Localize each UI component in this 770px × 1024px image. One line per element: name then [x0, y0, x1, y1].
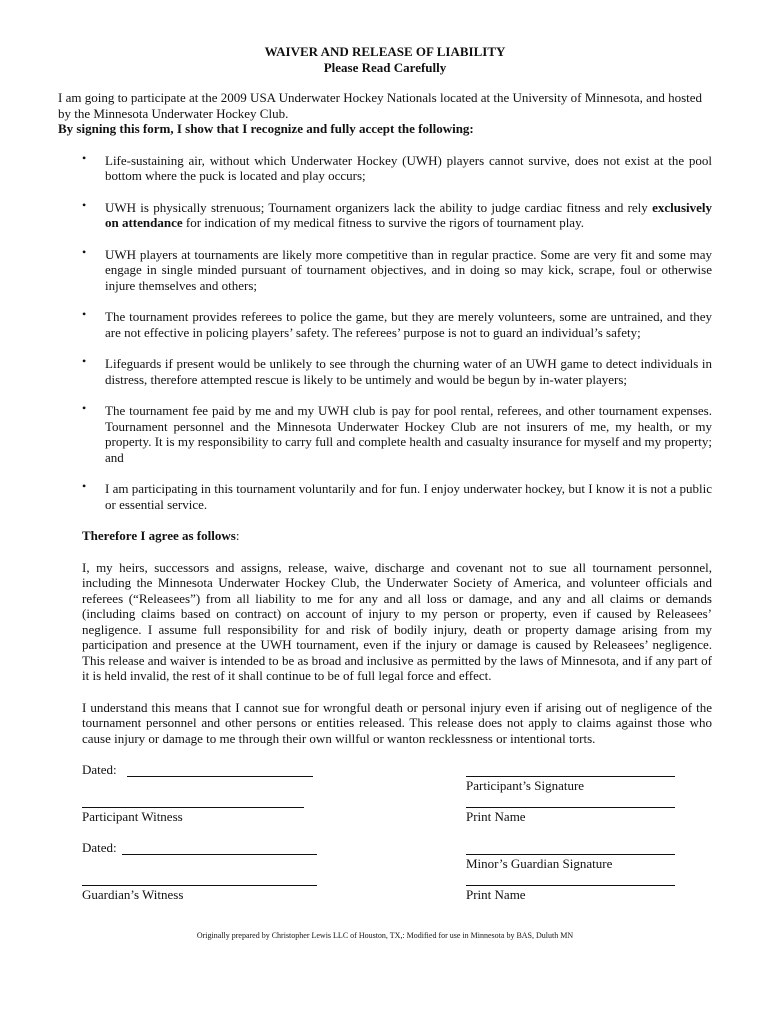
participant-signature-line[interactable]	[466, 776, 675, 777]
guardian-witness-label: Guardian’s Witness	[82, 887, 184, 902]
list-item-text: The tournament fee paid by me and my UWH club is pay for pool rental, referees, and other tournament expenses. Tournament personnel and the Minnesota Underwater Hockey Club are not insurers of me, my health, or my property. It is my responsibility to carry full and complete health and casualty insurance for myself and my property; and	[105, 403, 712, 465]
list-item-text-post: for indication of my medical fitness to survive the rigors of tournament play.	[182, 215, 584, 230]
guardian-signature-label: Minor’s Guardian Signature	[466, 856, 613, 871]
list-item	[58, 150, 712, 184]
intro-acceptance-statement: By signing this form, I show that I recognize and fully accept the following:	[58, 121, 474, 136]
list-item-text: I am participating in this tournament voluntarily and for fun. I enjoy underwater hockey, but I know it is not a public or essential service.	[105, 481, 712, 512]
bullet-icon: •	[82, 150, 87, 165]
guardian-witness-line[interactable]	[82, 885, 317, 886]
list-item	[58, 197, 712, 231]
print-name-line-1[interactable]	[466, 807, 675, 808]
bullet-icon: •	[82, 354, 87, 368]
bullet-icon: •	[82, 307, 87, 321]
bullet-icon: •	[82, 244, 87, 259]
print-name-line-2[interactable]	[466, 885, 675, 886]
dated-label-1: Dated:	[82, 762, 117, 777]
participant-witness-line[interactable]	[82, 807, 304, 808]
list-item	[58, 356, 712, 387]
guardian-signature-line[interactable]	[466, 854, 675, 855]
dated-label-2: Dated:	[82, 840, 117, 855]
list-item	[58, 309, 712, 340]
participant-witness-label: Participant Witness	[82, 809, 183, 824]
list-item	[58, 244, 712, 294]
document-subtitle: Please Read Carefully	[323, 60, 447, 75]
dated-line-1[interactable]	[127, 776, 313, 777]
list-item-text: Life-sustaining air, without which Underwater Hockey (UWH) players cannot survive, does not exist at the pool bottom where the puck is located and play occurs;	[105, 152, 712, 183]
agreement-heading	[58, 528, 712, 544]
bullet-icon: •	[82, 197, 87, 212]
dated-line-2[interactable]	[122, 854, 317, 855]
list-item-text: The tournament provides referees to police the game, but they are merely volunteers, some are untrained, and they are not effective in policing players’ safety. The referees’ purpose is not to guard an individual’s safety;	[105, 309, 712, 340]
list-item-text-pre: UWH is physically strenuous; Tournament organizers lack the ability to judge cardiac fitness and rely	[105, 199, 653, 215]
agreement-heading-colon: :	[235, 528, 240, 543]
participant-signature-label: Participant’s Signature	[466, 778, 585, 793]
intro-paragraph: I am going to participate at the 2009 USA Underwater Hockey Nationals located at the University of Minnesota, and hosted by the Minnesota Underwater Hockey Club.	[58, 90, 703, 121]
footer-note: Originally prepared by Christopher Lewis LLC of Houston, TX,: Modified for use in Minnesota by BAS, Duluth MN	[196, 931, 574, 940]
list-item	[58, 481, 712, 512]
print-name-label-1: Print Name	[466, 809, 526, 824]
bullet-icon: •	[82, 479, 87, 493]
acknowledgement-list	[58, 150, 712, 513]
signature-block	[58, 746, 712, 906]
release-paragraph: I, my heirs, successors and assigns, release, waive, discharge and covenant not to sue all tournament personnel, including the Minnesota Underwater Hockey Club, the Underwater Society of America, and volunteer officials and referees (“Releasees”) from all liability to me for any and all loss or damage, and any and all claims or demands (including claims based on contract) on account of injury to my person or property, even if caused by Releasees’ negligence. I assume full responsibility for and risk of bodily injury, death or property damage arising from my participation and presence at the UWH tournament, even if the injury or damage is caused by Releasees’ negligence. This release and waiver is intended to be as broad and inclusive as permitted by the laws of Minnesota, and if any part of it is held invalid, the rest of it shall continue to be of full legal force and effect.	[82, 559, 712, 683]
intro-section	[58, 90, 712, 137]
agreement-heading-text: Therefore I agree as follows	[82, 528, 236, 543]
document-title: WAIVER AND RELEASE OF LIABILITY	[264, 44, 506, 59]
bullet-icon: •	[82, 401, 87, 415]
list-item-text: UWH players at tournaments are likely more competitive than in regular practice. Some are very fit and some may engage in single minded pursuant of tournament objectives, and in doing so may kick, scrape, foul or otherwise injure themselves and others;	[105, 246, 712, 293]
print-name-label-2: Print Name	[466, 887, 526, 902]
list-item	[58, 403, 712, 465]
list-item-text-bold: exclusively on attendance	[105, 199, 712, 230]
list-item-text: Lifeguards if present would be unlikely to see through the churning water of an UWH game to detect individuals in distress, therefore attempted rescue is likely to be untimely and would be begun by in-water players;	[105, 356, 712, 387]
understanding-paragraph: I understand this means that I cannot sue for wrongful death or personal injury even if arising out of negligence of the tournament personnel and other persons or entities released. This release does not apply to claims against those who cause injury or damage to me through their own willful or wanton recklessness or intentional torts.	[82, 699, 712, 746]
